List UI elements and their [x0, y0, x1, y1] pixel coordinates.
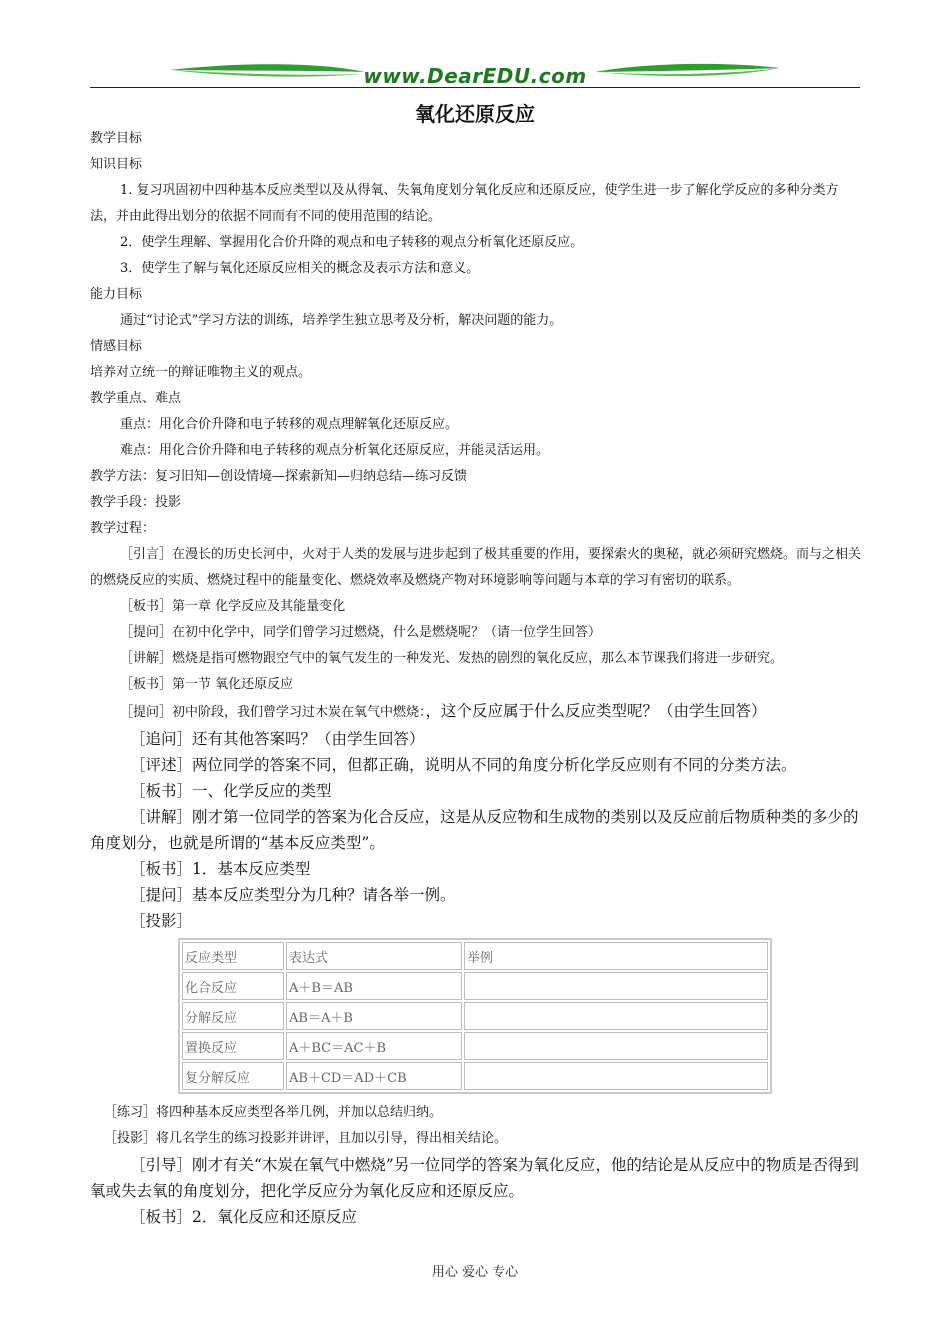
- table-cell: 置换反应: [182, 1032, 284, 1060]
- table-cell: 分解反应: [182, 1002, 284, 1030]
- table-header-cell: 表达式: [286, 942, 462, 970]
- page-header: [90, 58, 860, 90]
- followup-question: ［追问］还有其他答案吗？（由学生回答）: [130, 730, 425, 748]
- question-combustion: ［提问］在初中化学中，同学们曾学习过燃烧，什么是燃烧呢？（请一位学生回答）: [120, 625, 602, 640]
- question-charcoal: [90, 698, 862, 726]
- goal-item-3: 3．使学生了解与氧化还原反应相关的概念及表示方法和意义。: [120, 261, 480, 276]
- explain-combustion: ［讲解］燃烧是指可燃物跟空气中的氧气发生的一种发光、发热的剧烈的氧化反应，那么本节课我们将进一步研究。: [120, 651, 784, 666]
- board-section-1: ［板书］第一节 氧化还原反应: [120, 677, 294, 692]
- table-cell: [464, 1062, 768, 1090]
- table-cell: AB＋CD＝AD＋CB: [286, 1062, 462, 1090]
- table-cell: 化合反应: [182, 972, 284, 1000]
- table-row: [182, 1032, 768, 1060]
- explain-combination: ［讲解］刚才第一位同学的答案为化合反应，这是从反应物和生成物的类别以及反应前后物质种类的多少的角度划分，也就是所谓的“基本反应类型”。: [90, 808, 859, 852]
- table-cell: A＋B＝AB: [286, 972, 462, 1000]
- page-footer: 用心 爱心 专心: [431, 1265, 519, 1280]
- page-title: 氧化还原反应: [415, 102, 535, 126]
- intro-paragraph: ［引言］在漫长的历史长河中，火对于人类的发展与进步起到了极其重要的作用，要探索火的奥秘，就必须研究燃烧。而与之相关的燃烧反应的实质、燃烧过程中的能量变化、燃烧效率及燃烧产物对环境影响等问题与本章的学习有密切的联系。: [90, 547, 862, 588]
- site-logo[interactable]: www.DearEDU.com: [363, 64, 587, 88]
- board-reaction-types: ［板书］一、化学反应的类型: [130, 782, 332, 800]
- table-header-cell: 反应类型: [182, 942, 284, 970]
- heading-teaching-goals: 教学目标: [90, 131, 143, 146]
- table-header-cell: 举例: [464, 942, 768, 970]
- table-header-row: [182, 942, 768, 970]
- table-row: [182, 1062, 768, 1090]
- comment-text: ［评述］两位同学的答案不同，但都正确，说明从不同的角度分析化学反应则有不同的分类方法。: [130, 756, 797, 774]
- board-redox: ［板书］2．氧化反应和还原反应: [130, 1208, 357, 1226]
- heading-ability-goals: 能力目标: [90, 287, 143, 302]
- question-charcoal-part-1: ［提问］初中阶段，我们曾学习过木炭在氧气中燃烧：: [120, 705, 426, 720]
- heading-key-points: 教学重点、难点: [90, 391, 182, 406]
- projection-review-text: ［投影］将几名学生的练习投影并讲评，且加以引导，得出相关结论。: [104, 1131, 508, 1146]
- heading-emotion-goals: 情感目标: [90, 339, 143, 354]
- table-cell: [464, 972, 768, 1000]
- table-row: [182, 972, 768, 1000]
- goal-item-2: 2．使学生理解、掌握用化合价升降的观点和电子转移的观点分析氧化还原反应。: [120, 235, 584, 250]
- key-point-text: 重点：用化合价升降和电子转移的观点理解氧化还原反应。: [120, 417, 459, 432]
- difficulty-text: 难点：用化合价升降和电子转移的观点分析氧化还原反应，并能灵活运用。: [120, 443, 550, 458]
- goal-item-1: 1. 复习巩固初中四种基本反应类型以及从得氧、失氧角度划分氧化反应和还原反应，使学生进一步了解化学反应的多种分类方法，并由此得出划分的依据不同而有不同的使用范围的结论。: [90, 183, 839, 224]
- header-rule: [90, 87, 860, 88]
- ability-goal-text: 通过“讨论式”学习方法的训练，培养学生独立思考及分析，解决问题的能力。: [120, 313, 563, 328]
- document-body: [90, 126, 862, 1230]
- table-cell: AB＝A＋B: [286, 1002, 462, 1030]
- guide-paragraph: ［引导］刚才有关“木炭在氧气中燃烧”另一位同学的答案为氧化反应，他的结论是从反应中的物质是否得到氧或失去氧的角度划分，把化学反应分为氧化反应和还原反应。: [90, 1156, 859, 1200]
- table-cell: A＋BC＝AC＋B: [286, 1032, 462, 1060]
- table-cell: [464, 1032, 768, 1060]
- question-basic-types: ［提问］基本反应类型分为几种？请各举一例。: [130, 886, 456, 904]
- board-chapter-1: ［板书］第一章 化学反应及其能量变化: [120, 599, 346, 614]
- table-row: [182, 1002, 768, 1030]
- heading-knowledge-goals: 知识目标: [90, 157, 143, 172]
- emotion-goal-text: 培养对立统一的辩证唯物主义的观点。: [90, 365, 312, 380]
- reaction-types-table: [178, 938, 772, 1094]
- table-cell: [464, 1002, 768, 1030]
- table-cell: 复分解反应: [182, 1062, 284, 1090]
- board-basic-types: ［板书］1．基本反应类型: [130, 860, 311, 878]
- projection-label: ［投影］: [130, 912, 193, 930]
- teaching-method: 教学方法：复习旧知—创设情境—探索新知—归纳总结—练习反馈: [90, 469, 468, 484]
- teaching-process: 教学过程：: [90, 521, 156, 536]
- question-charcoal-part-2: ，这个反应属于什么反应类型呢？（由学生回答）: [425, 702, 767, 720]
- teaching-means: 教学手段：投影: [90, 495, 182, 510]
- exercise-text: ［练习］将四种基本反应类型各举几例，并加以总结归纳。: [104, 1105, 443, 1120]
